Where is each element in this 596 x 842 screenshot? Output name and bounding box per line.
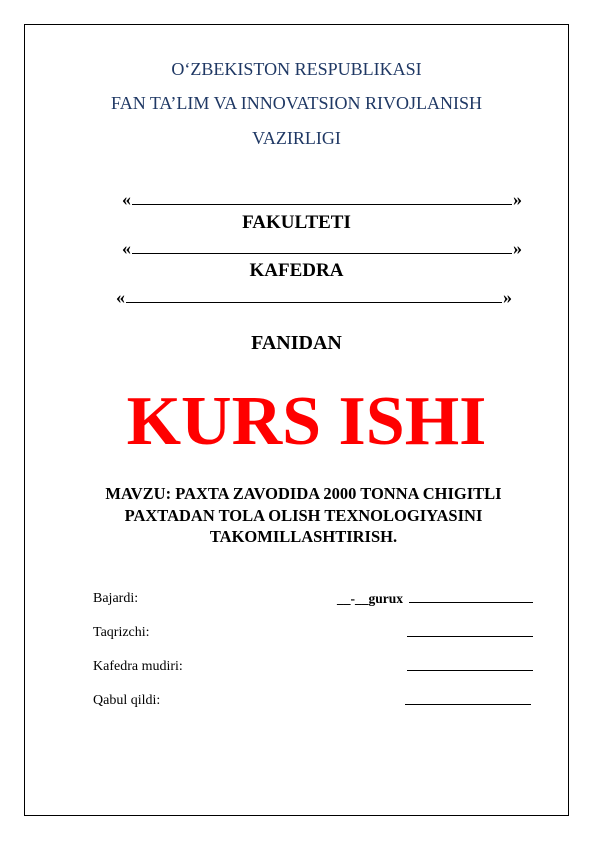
faculty-fill-rule — [132, 190, 512, 205]
subject-label: FANIDAN — [251, 332, 342, 354]
signature-row-performer — [93, 590, 533, 608]
close-quote: » — [513, 189, 522, 209]
ministry-title-line-1: O‘ZBEKISTON RESPUBLIKASI — [171, 59, 422, 79]
department-fill-rule — [132, 239, 512, 254]
department-blank-line — [122, 237, 522, 259]
ministry-title-line-3: VAZIRLIGI — [252, 128, 341, 148]
performer-label: Bajardi: — [93, 591, 139, 606]
performer-signature-line — [409, 590, 533, 603]
document-title: KURS ISHI — [126, 383, 487, 460]
reviewer-signature-field — [407, 624, 533, 643]
faculty-label: FAKULTETI — [242, 212, 351, 233]
head-label: Kafedra mudiri: — [93, 659, 183, 674]
accepted-signature-field — [405, 692, 531, 711]
signature-row-head — [93, 658, 533, 676]
ministry-title-line-2: FAN TA’LIM VA INNOVATSION RIVOJLANISH — [111, 93, 482, 113]
topic-text: MAVZU: PAXTA ZAVODIDA 2000 TONNA CHIGITLI PAXTADAN TOLA OLISH TEXNOLOGIYASINI TAKOMILLASHTIRISH. — [105, 484, 502, 546]
department-label: KAFEDRA — [249, 260, 344, 281]
accepted-label: Qabul qildi: — [93, 693, 161, 708]
signature-row-accepted — [93, 692, 531, 710]
reviewer-signature-line — [407, 624, 533, 637]
signature-row-reviewer — [93, 624, 533, 642]
head-signature-line — [407, 658, 533, 671]
group-text: __-__gurux — [336, 591, 403, 606]
subject-fill-rule — [126, 288, 502, 303]
close-quote: » — [513, 238, 522, 258]
open-quote: « — [122, 189, 131, 209]
subject-blank-line — [116, 286, 512, 308]
open-quote: « — [122, 238, 131, 258]
open-quote: « — [116, 287, 125, 307]
reviewer-label: Taqrizchi: — [93, 625, 150, 640]
performer-group-field — [337, 590, 533, 609]
faculty-blank-line — [122, 188, 522, 210]
close-quote: » — [503, 287, 512, 307]
head-signature-field — [407, 658, 533, 677]
accepted-signature-line — [405, 692, 531, 705]
